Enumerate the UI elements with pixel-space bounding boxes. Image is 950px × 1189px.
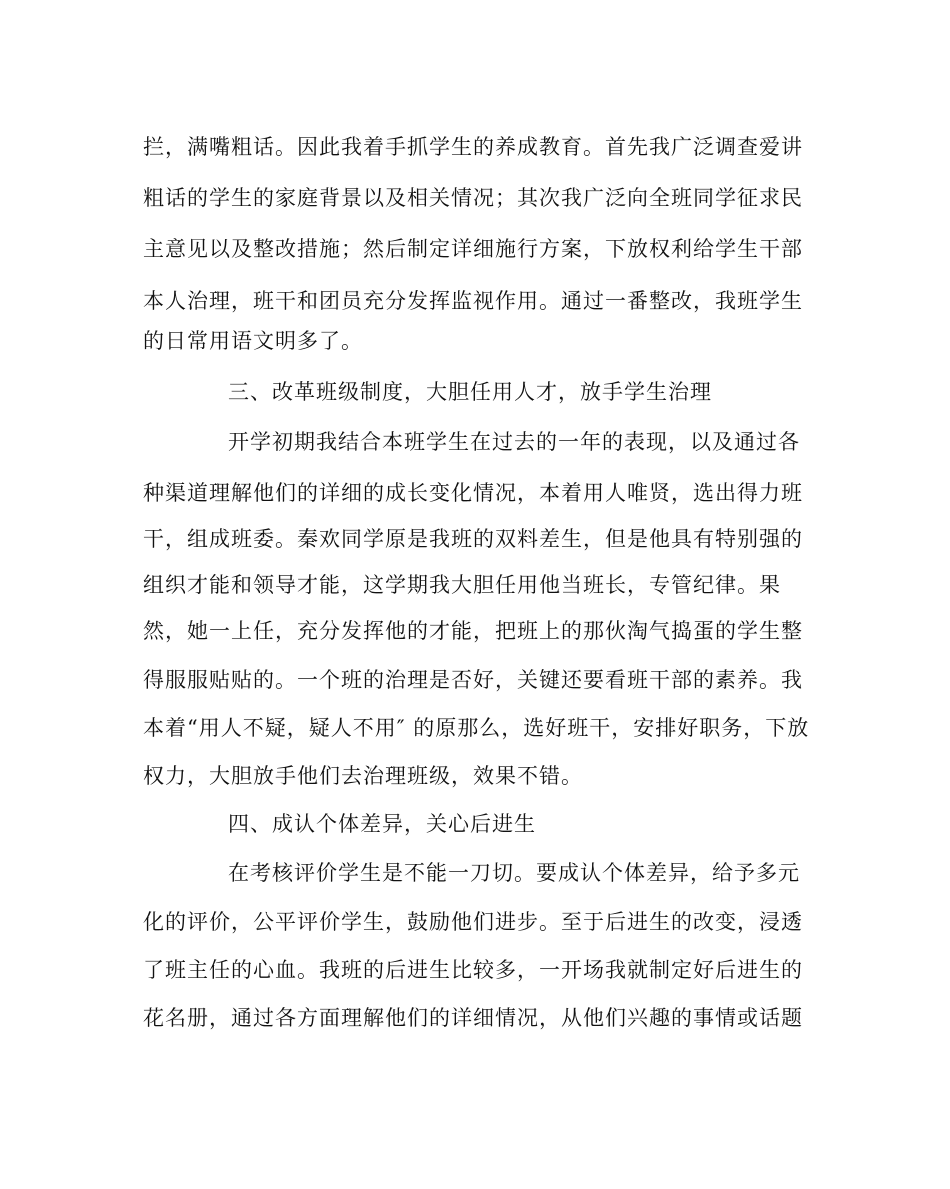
text-line: 拦，满嘴粗话。因此我着手抓学生的养成教育。首先我广泛调查爱讲 [143,135,803,159]
text-line: 化的评价，公平评价学生，鼓励他们进步。至于后进生的改变，浸透 [143,910,803,934]
text-line: 权力，大胆放手他们去治理班级，效果不错。 [143,764,583,788]
text-line: 得服服贴贴的。一个班的治理是否好，关键还要看班干部的素养。我 [143,668,803,692]
text-line: 本着“用人不疑，疑人不用″ 的原那么，选好班干，安排好职务，下放 [143,716,810,740]
text-line: 组织才能和领导才能，这学期我大胆任用他当班长，专管纪律。果 [143,573,781,597]
text-line: 了班主任的心血。我班的后进生比较多，一开场我就制定好后进生的 [143,958,803,982]
text-line: 然，她一上任，充分发挥他的才能，把班上的那伙淘气捣蛋的学生整 [143,619,803,643]
text-line: 开学初期我结合本班学生在过去的一年的表现，以及通过各 [228,430,800,454]
section-heading: 四、成认个体差异，关心后进生 [228,812,536,836]
text-line: 在考核评价学生是不能一刀切。要成认个体差异，给予多元 [228,861,800,885]
section-heading: 三、改革班级制度，大胆任用人才，放手学生治理 [228,380,712,404]
text-line: 干，组成班委。秦欢同学原是我班的双料差生，但是他具有特别强的 [143,527,803,551]
text-line: 粗话的学生的家庭背景以及相关情况；其次我广泛向全班同学征求民 [143,186,803,210]
text-line: 的日常用语文明多了。 [143,329,363,353]
text-line: 花名册，通过各方面理解他们的详细情况，从他们兴趣的事情或话题 [143,1006,803,1030]
text-line: 种渠道理解他们的详细的成长变化情况，本着用人唯贤，选出得力班 [143,481,803,505]
text-line: 本人治理，班干和团员充分发挥监视作用。通过一番整改，我班学生 [143,289,803,313]
text-line: 主意见以及整改措施；然后制定详细施行方案，下放权利给学生干部 [143,237,803,261]
